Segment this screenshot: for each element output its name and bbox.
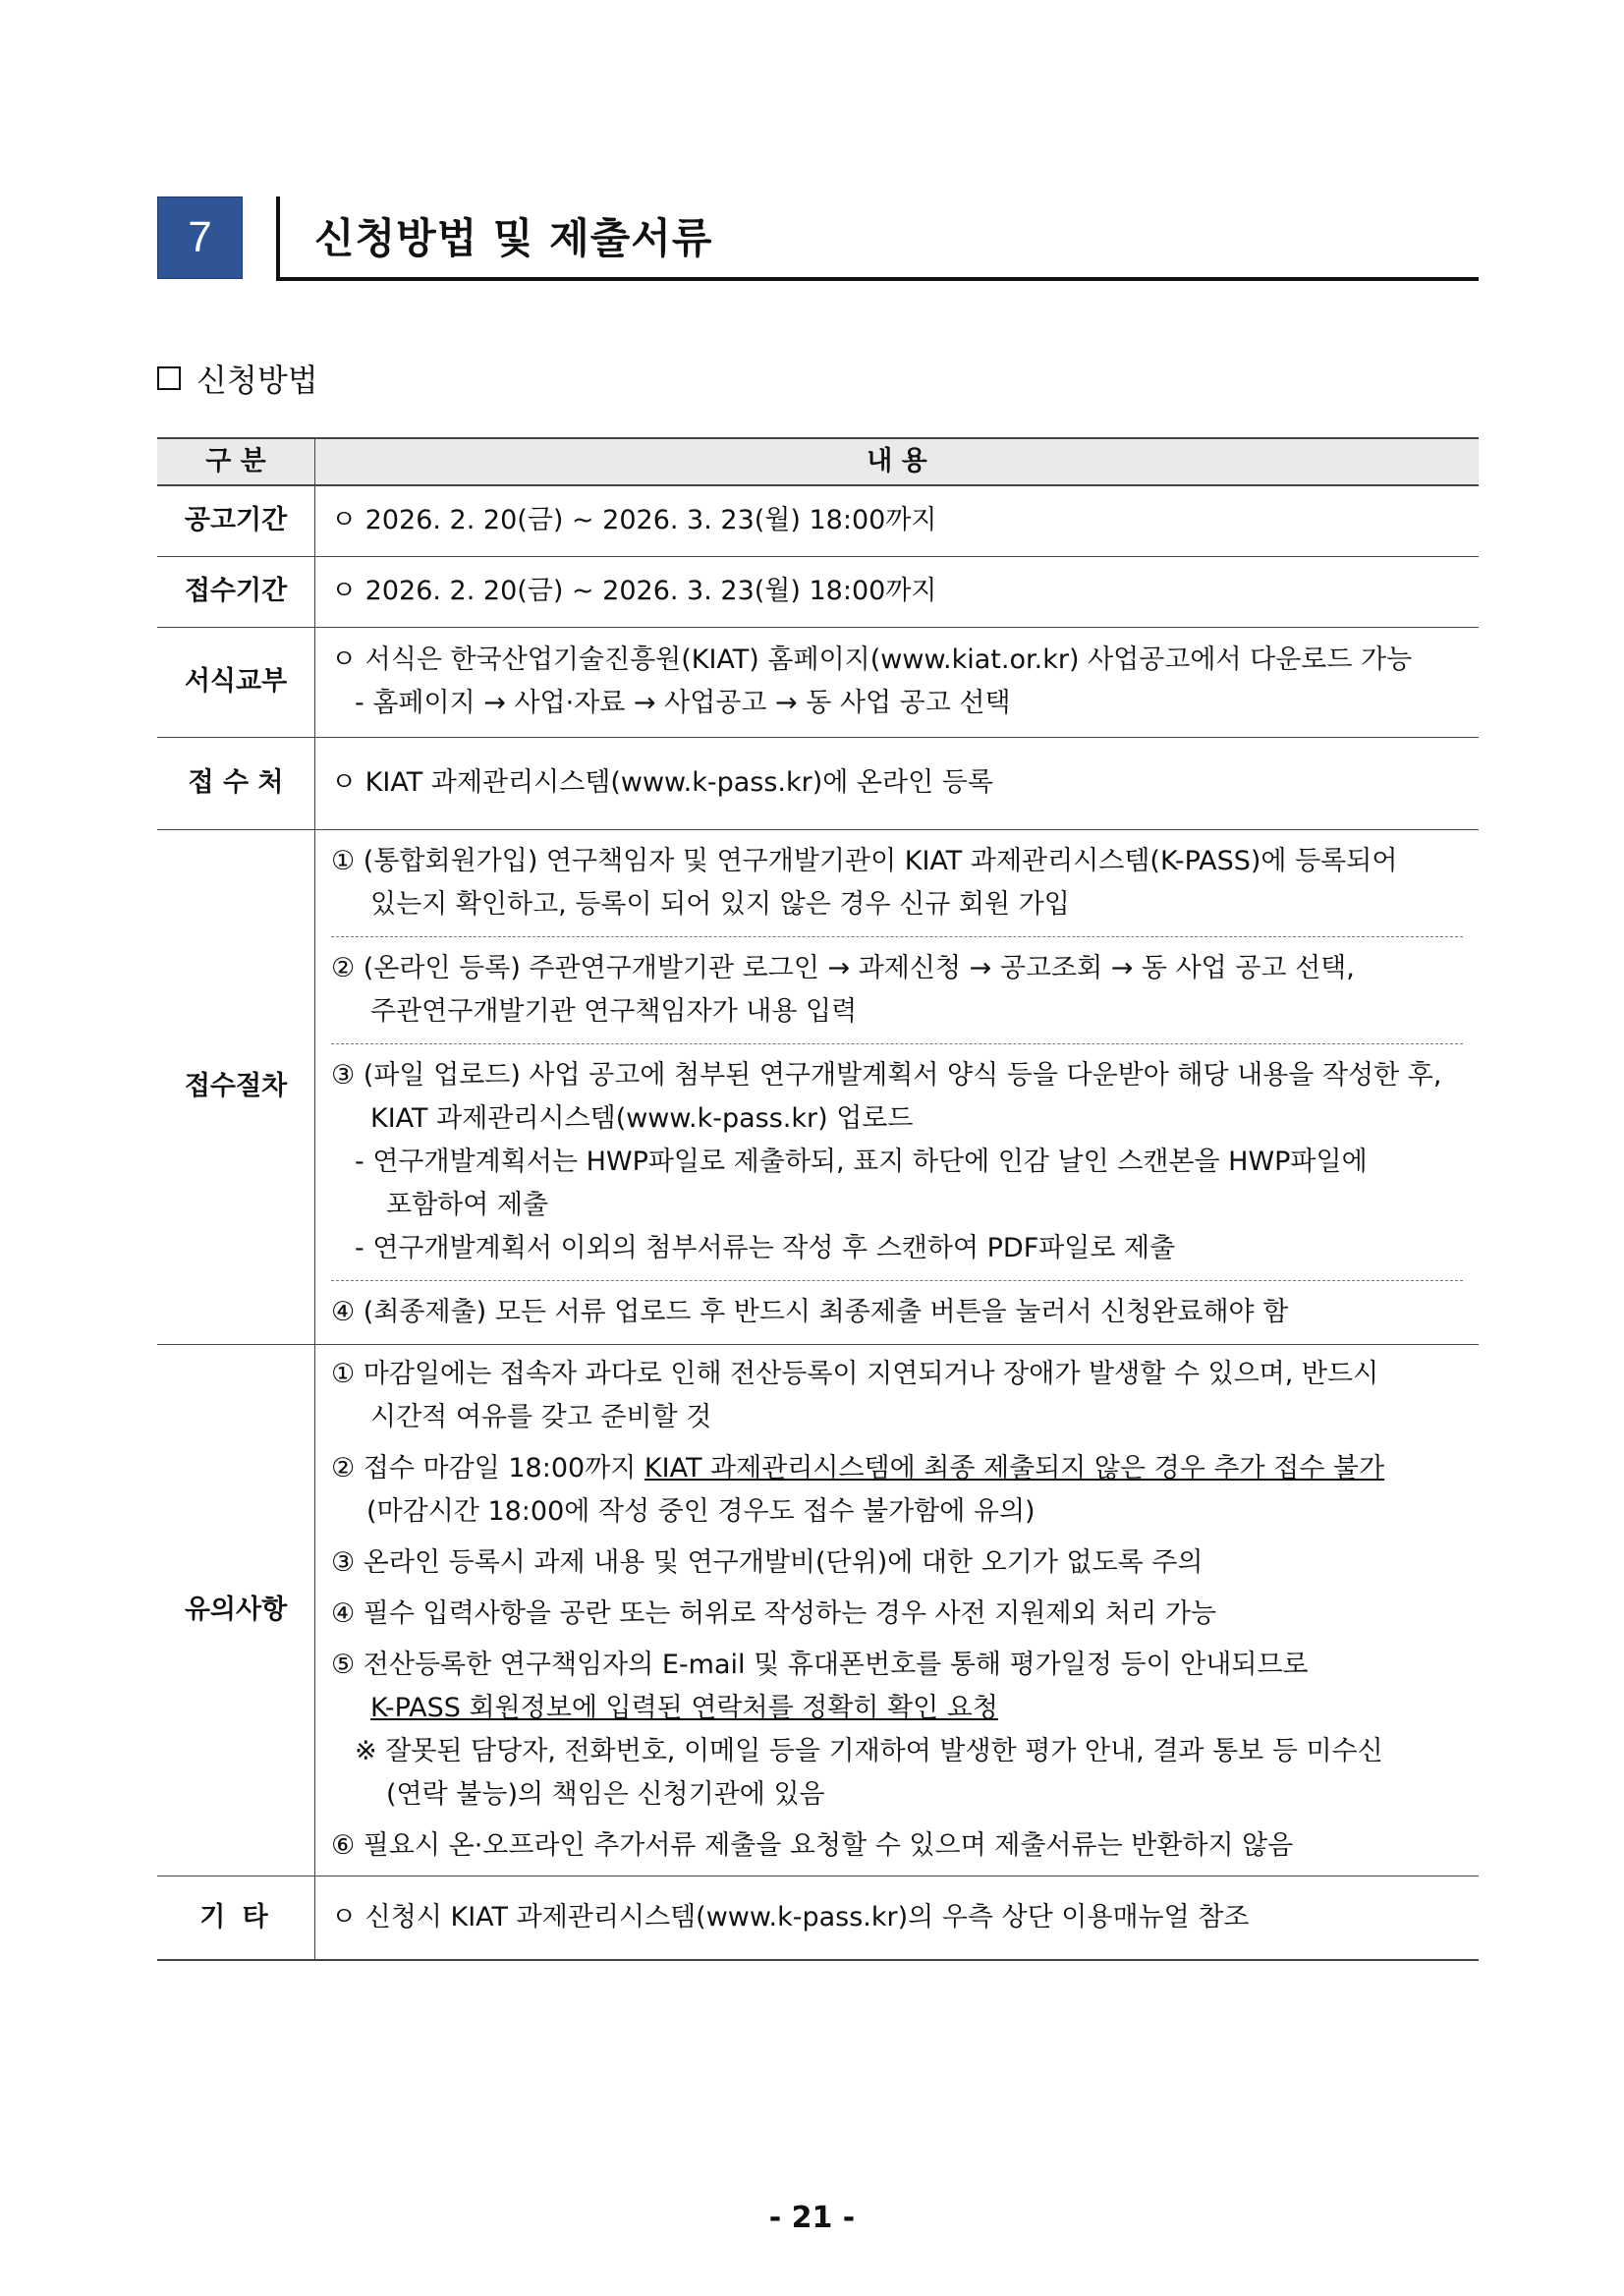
procedure-step-2 (331, 937, 1463, 1044)
caution-2-cont: (마감시간 18:00에 작성 중인 경우도 접수 불가함에 유의) (366, 1495, 1036, 1527)
table-row (157, 737, 1479, 829)
step-1-line-cont: 있는지 확인하고, 등록이 되어 있지 않은 경우 신규 회원 가입 (370, 888, 1070, 920)
table-row (157, 485, 1479, 556)
caution-2 (331, 1447, 1463, 1490)
forms-line: ㅇ 서식은 한국산업기술진흥원(KIAT) 홈페이지(www.kiat.or.kr) 사업공고에서 다운로드 가능 (331, 644, 1413, 675)
section-underline (276, 277, 1479, 281)
checkbox-square-icon (157, 366, 181, 390)
step-2-line-cont: 주관연구개발기관 연구책임자가 내용 입력 (370, 995, 858, 1027)
section-header (157, 196, 1479, 283)
section-number-badge: 7 (157, 196, 243, 279)
header-content: 내 용 (315, 438, 1480, 485)
step-1-line: ① (통합회원가입) 연구책임자 및 연구개발기관이 KIAT 과제관리시스템(K-PASS)에 등록되어 (331, 845, 1398, 876)
step-3-line-cont: KIAT 과제관리시스템(www.k-pass.kr) 업로드 (370, 1102, 914, 1134)
row-label-office: 접 수 처 (157, 737, 315, 829)
procedure-step-3 (331, 1044, 1463, 1281)
caution-2-text: ② 접수 마감일 18:00까지 (331, 1452, 644, 1484)
caution-note: ※ 잘못된 담당자, 전화번호, 이메일 등을 기재하여 발생한 평가 안내, 결과 통보 등 미수신 (355, 1735, 1383, 1766)
step-4-line: ④ (최종제출) 모든 서류 업로드 후 반드시 최종제출 버튼을 눌러서 신청완료해야 함 (331, 1296, 1289, 1327)
row-label-cautions: 유의사항 (157, 1344, 315, 1876)
header-category: 구 분 (157, 438, 315, 485)
caution-note-cont: (연락 불능)의 책임은 신청기관에 있음 (386, 1778, 825, 1810)
section-divider (276, 196, 280, 281)
page-number: - 21 - (768, 2201, 856, 2235)
caution-5-underlined: K-PASS 회원정보에 입력된 연락처를 정확히 확인 요청 (370, 1692, 998, 1723)
row-content-forms (315, 627, 1480, 737)
step-3-line: ③ (파일 업로드) 사업 공고에 첨부된 연구개발계획서 양식 등을 다운받아 해당 내용을 작성한 후, (331, 1059, 1442, 1091)
row-content-procedure (315, 829, 1480, 1344)
table-row (157, 1344, 1479, 1876)
table-row (157, 829, 1479, 1344)
table-row (157, 556, 1479, 627)
procedure-step-4 (331, 1281, 1463, 1344)
table-header-row (157, 438, 1479, 485)
caution-1-cont: 시간적 여유를 갖고 준비할 것 (370, 1401, 712, 1432)
procedure-step-1 (331, 830, 1463, 937)
row-label-forms: 서식교부 (157, 627, 315, 737)
table-row (157, 1876, 1479, 1960)
subheading (157, 356, 318, 401)
row-label-procedure: 접수절차 (157, 829, 315, 1344)
row-label-other (157, 1876, 315, 1960)
row-label-other-text: 기 타 (199, 1901, 272, 1932)
row-label-notice: 공고기간 (157, 485, 315, 556)
row-content-notice: ㅇ 2026. 2. 20(금) ~ 2026. 3. 23(월) 18:00까지 (315, 485, 1480, 556)
row-label-receipt: 접수기간 (157, 556, 315, 627)
caution-3: ③ 온라인 등록시 과제 내용 및 연구개발비(단위)에 대한 오기가 없도록 주의 (331, 1546, 1204, 1578)
table-row (157, 627, 1479, 737)
forms-path-line: - 홈페이지 → 사업·자료 → 사업공고 → 동 사업 공고 선택 (355, 688, 1011, 718)
step-3-sub-line-cont: 포함하여 제출 (386, 1189, 549, 1220)
caution-6: ⑥ 필요시 온·오프라인 추가서류 제출을 요청할 수 있으며 제출서류는 반환하지 않음 (331, 1829, 1294, 1861)
caution-1: ① 마감일에는 접속자 과다로 인해 전산등록이 지연되거나 장애가 발생할 수 있으며, 반드시 (331, 1358, 1379, 1389)
subheading-text: 신청방법 (196, 362, 318, 399)
caution-5-cont (331, 1687, 1463, 1730)
step-3-sub-line: - 연구개발계획서는 HWP파일로 제출하되, 표지 하단에 인감 날인 스캔본을 HWP파일에 (355, 1146, 1368, 1177)
section-title: 신청방법 및 제출서류 (314, 214, 713, 262)
row-content-office: ㅇ KIAT 과제관리시스템(www.k-pass.kr)에 온라인 등록 (315, 737, 1480, 829)
step-2-line: ② (온라인 등록) 주관연구개발기관 로그인 → 과제신청 → 공고조회 → 동 사업 공고 선택, (331, 952, 1355, 983)
row-content-receipt: ㅇ 2026. 2. 20(금) ~ 2026. 3. 23(월) 18:00까지 (315, 556, 1480, 627)
row-content-other: ㅇ 신청시 KIAT 과제관리시스템(www.k-pass.kr)의 우측 상단 이용매뉴얼 참조 (315, 1876, 1480, 1960)
step-3-sub-line: - 연구개발계획서 이외의 첨부서류는 작성 후 스캔하여 PDF파일로 제출 (355, 1232, 1176, 1263)
row-content-cautions (315, 1344, 1480, 1876)
application-method-table (157, 437, 1479, 1961)
caution-4: ④ 필수 입력사항을 공란 또는 허위로 작성하는 경우 사전 지원제외 처리 가능 (331, 1597, 1217, 1629)
caution-2-underlined: KIAT 과제관리시스템에 최종 제출되지 않은 경우 추가 접수 불가 (644, 1452, 1385, 1484)
caution-5: ⑤ 전산등록한 연구책임자의 E-mail 및 휴대폰번호를 통해 평가일정 등이 안내되므로 (331, 1649, 1309, 1680)
